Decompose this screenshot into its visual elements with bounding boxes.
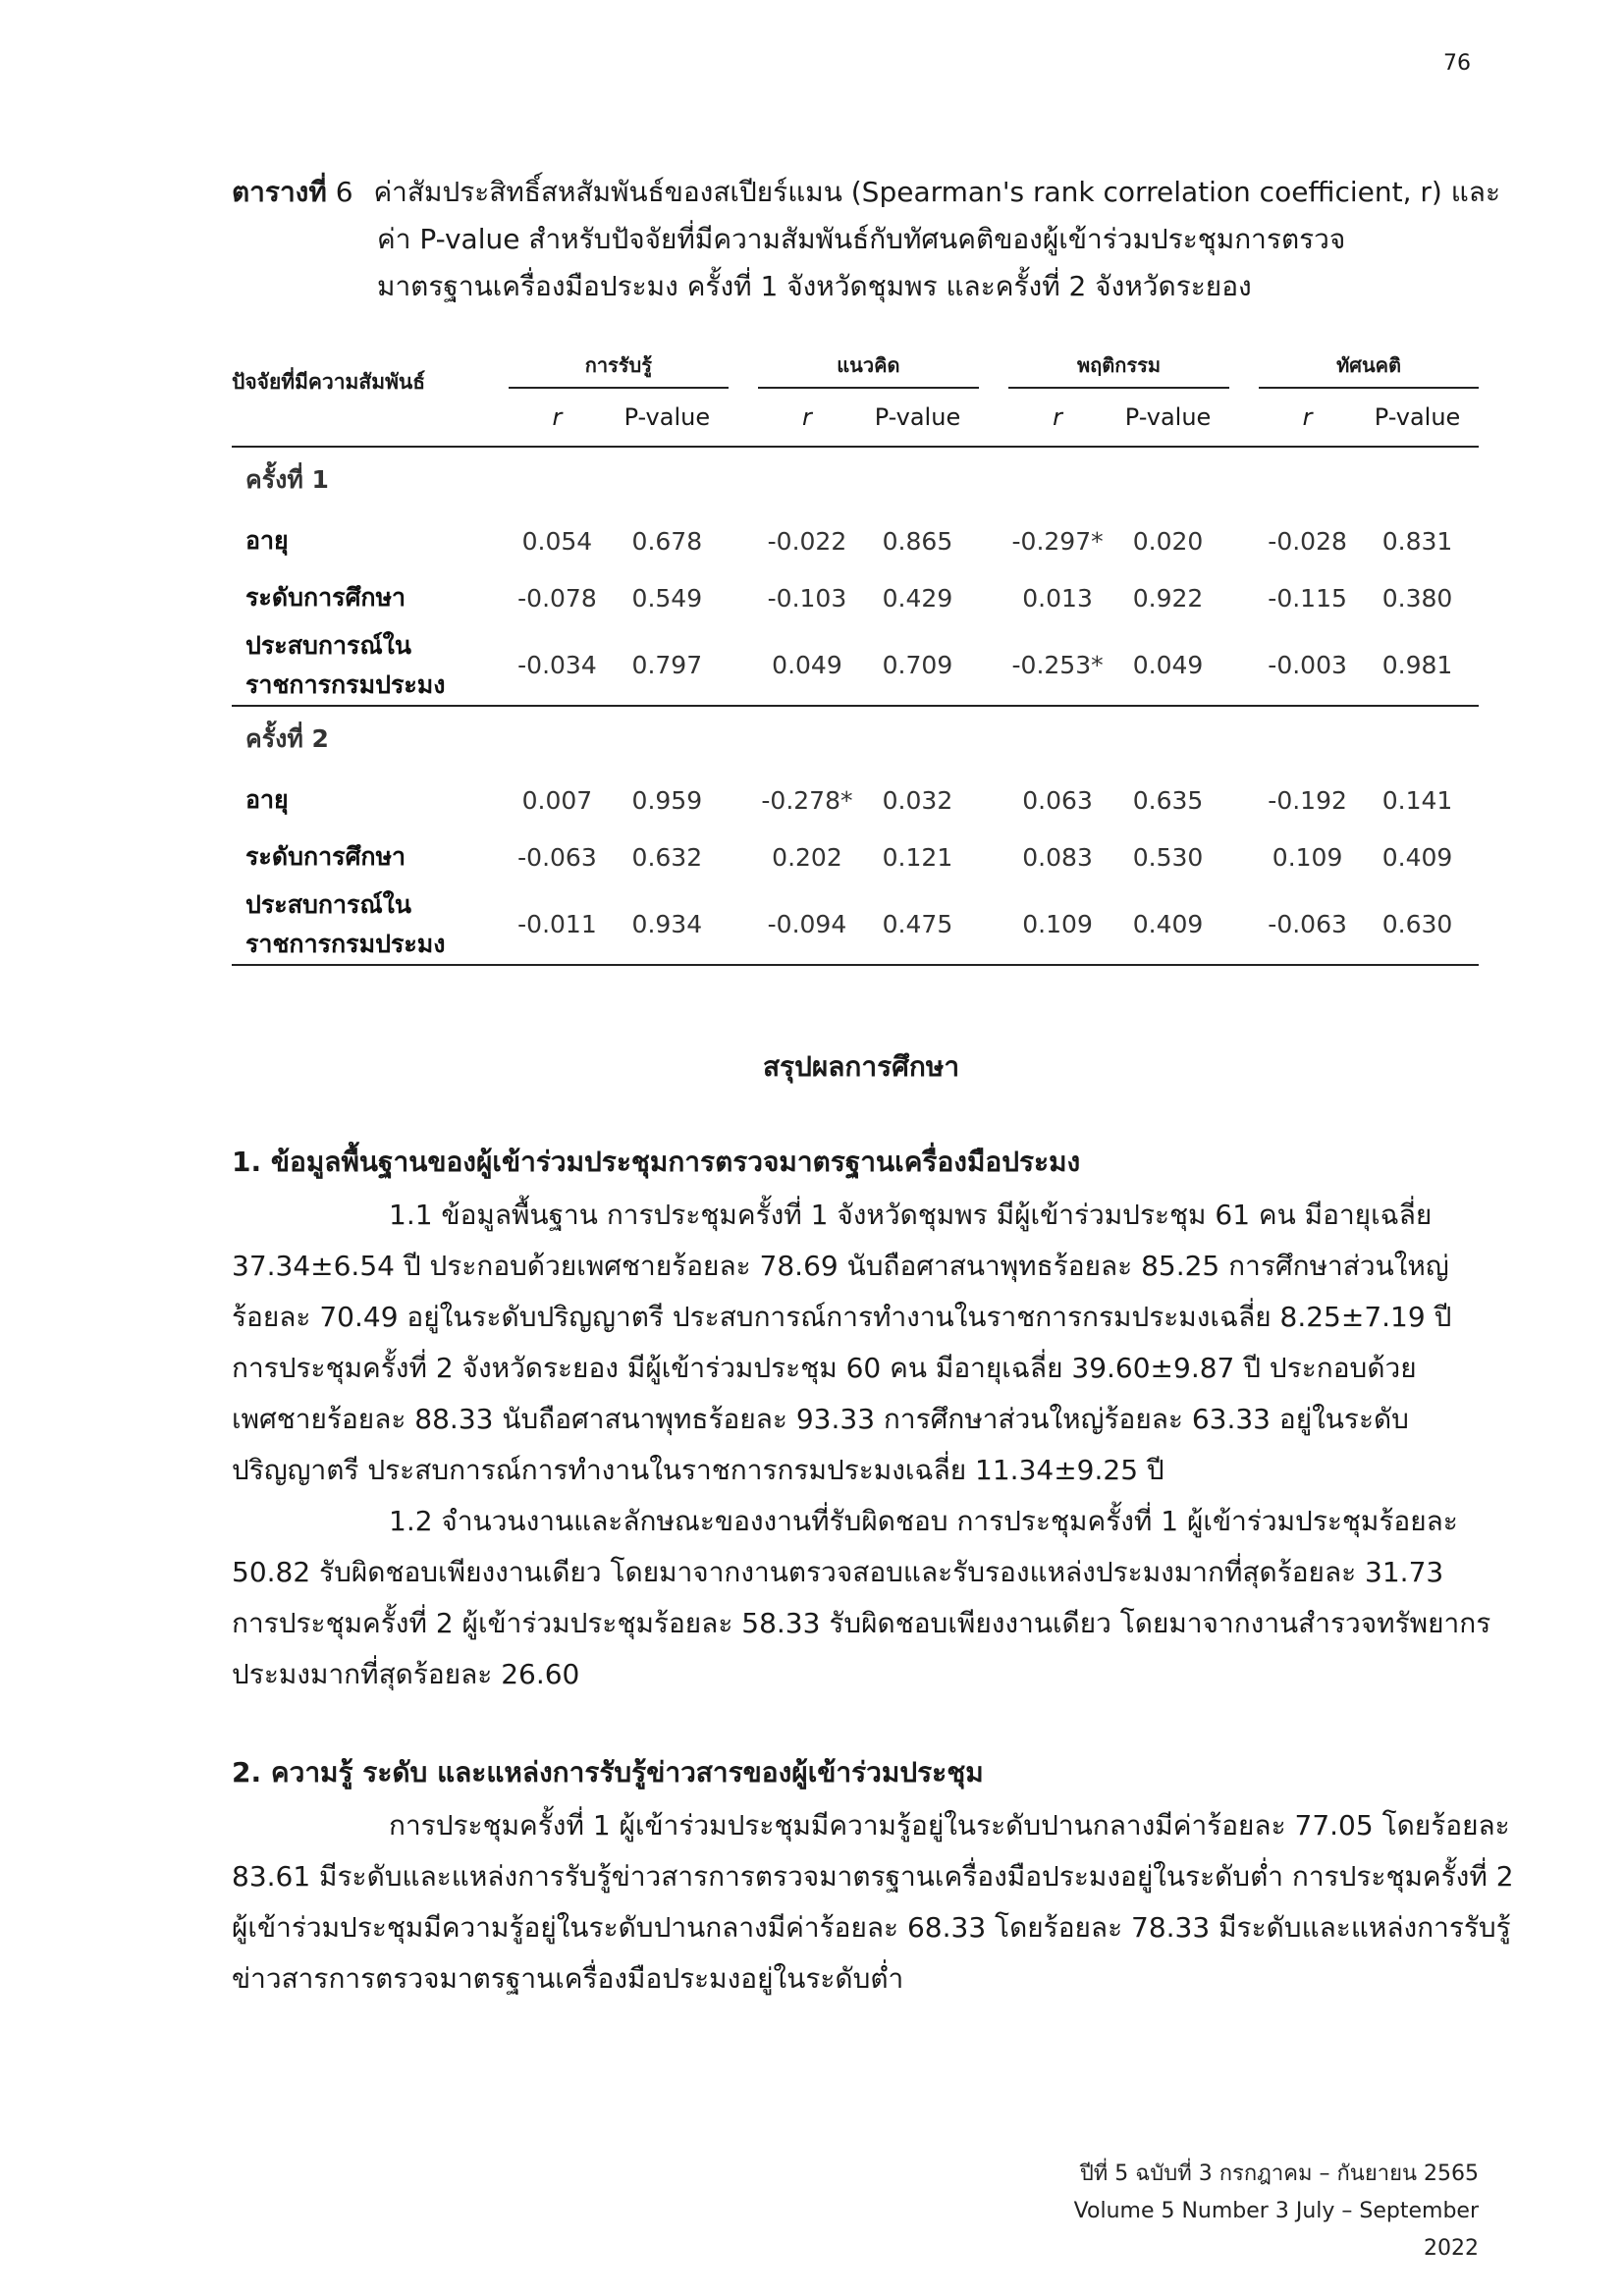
value-cell: -0.034 — [509, 626, 606, 706]
factor-line: ราชการกรมประมง — [245, 930, 446, 958]
value-cell: 0.013 — [1022, 583, 1093, 613]
value-cell: -0.022 — [767, 526, 847, 556]
value-cell: 0.032 — [882, 785, 953, 815]
sub-header-r: r — [509, 388, 606, 447]
value-cell: 0.409 — [1381, 842, 1453, 872]
text-line: 1.2 จำนวนงานและลักษณะของงานที่รับผิดชอบ การประชุมครั้งที่ 1 ผู้เข้าร่วมประชุมร้อยละ — [389, 1505, 1458, 1537]
value-cell: -0.278* — [761, 785, 853, 815]
value-cell: 0.959 — [631, 785, 703, 815]
value-cell: -0.063 — [517, 842, 597, 872]
page-number: 76 — [1443, 51, 1471, 76]
value-cell: 0.831 — [1381, 526, 1453, 556]
sub-header-r: r — [1008, 388, 1107, 447]
caption-label: ตารางที่ — [232, 176, 327, 208]
value-cell: -0.253* — [1008, 626, 1107, 706]
text-line: ปริญญาตรี ประสบการณ์การทำงานในราชการกรมประมงเฉลี่ย 11.34±9.25 ปี — [232, 1454, 1164, 1486]
factor-cell — [232, 626, 509, 706]
value-cell: -0.115 — [1268, 583, 1347, 613]
text-line: 37.34±6.54 ปี ประกอบด้วยเพศชายร้อยละ 78.69 นับถือศาสนาพุทธร้อยละ 85.25 การศึกษาส่วนใหญ่ — [232, 1250, 1449, 1282]
group-header-perception: การรับรู้ — [509, 324, 729, 388]
text-line: เพศชายร้อยละ 88.33 นับถือศาสนาพุทธร้อยละ 93.33 การศึกษาส่วนใหญ่ร้อยละ 63.33 อยู่ในระดับ — [232, 1403, 1409, 1435]
text-line: การประชุมครั้งที่ 2 ผู้เข้าร่วมประชุมร้อยละ 58.33 รับผิดชอบเพียงงานเดียว โดยมาจากงานสำรวจทรัพยากร — [232, 1607, 1491, 1639]
value-cell: 0.109 — [1008, 885, 1107, 965]
sub-header-pvalue: P-value — [606, 388, 729, 447]
value-cell: 0.083 — [1022, 842, 1093, 872]
text-line: การประชุมครั้งที่ 1 ผู้เข้าร่วมประชุมมีความรู้อยู่ในระดับปานกลางมีค่าร้อยละ 77.05 โดยร้อยละ — [389, 1809, 1510, 1842]
value-cell: 0.109 — [1272, 842, 1343, 872]
text-line: การประชุมครั้งที่ 2 จังหวัดระยอง มีผู้เข้าร่วมประชุม 60 คน มีอายุเฉลี่ย 39.60±9.87 ปี ประกอบด้วย — [232, 1352, 1417, 1384]
table-row — [232, 626, 1479, 706]
value-cell: 0.797 — [606, 626, 729, 706]
value-cell: 0.678 — [631, 526, 703, 556]
value-cell: 0.865 — [882, 526, 953, 556]
value-cell: -0.297* — [1011, 526, 1104, 556]
text-line: 83.61 มีระดับและแหล่งการรับรู้ข่าวสารการตรวจมาตรฐานเครื่องมือประมงอยู่ในระดับต่ำ การประชุมครั้งที่ 2 — [232, 1860, 1514, 1893]
value-cell: 0.049 — [1107, 626, 1229, 706]
value-cell: -0.094 — [758, 885, 856, 965]
value-cell: -0.192 — [1268, 785, 1347, 815]
round-label: ครั้งที่ 2 — [245, 724, 329, 753]
text-line: ผู้เข้าร่วมประชุมมีความรู้อยู่ในระดับปานกลางมีค่าร้อยละ 68.33 โดยร้อยละ 78.33 มีระดับและแหล่งการรับรู้ — [232, 1911, 1511, 1944]
caption-line-3: มาตรฐานเครื่องมือประมง ครั้งที่ 1 จังหวัดชุมพร และครั้งที่ 2 จังหวัดระยอง — [377, 270, 1252, 302]
value-cell: 0.635 — [1132, 785, 1204, 815]
group-header-concept: แนวคิด — [758, 324, 979, 388]
section-2-paragraph — [232, 1800, 1514, 2004]
value-cell: -0.028 — [1268, 526, 1347, 556]
value-cell: 0.429 — [882, 583, 953, 613]
value-cell: 0.475 — [856, 885, 979, 965]
value-cell: 0.530 — [1132, 842, 1204, 872]
value-cell: 0.202 — [772, 842, 842, 872]
factor-header: ปัจจัยที่มีความสัมพันธ์ — [232, 324, 509, 447]
value-cell: -0.011 — [509, 885, 606, 965]
value-cell: 0.020 — [1132, 526, 1204, 556]
factor-cell — [232, 885, 509, 965]
footer-thai: ปีที่ 5 ฉบับที่ 3 กรกฎาคม – กันยายน 2565 — [1079, 2162, 1479, 2186]
text-line: 1.1 ข้อมูลพื้นฐาน การประชุมครั้งที่ 1 จังหวัดชุมพร มีผู้เข้าร่วมประชุม 61 คน มีอายุเฉลี่ย — [389, 1199, 1433, 1231]
value-cell: 0.630 — [1356, 885, 1479, 965]
value-cell: 0.922 — [1132, 583, 1204, 613]
value-cell: 0.934 — [606, 885, 729, 965]
value-cell: -0.103 — [767, 583, 847, 613]
value-cell: -0.078 — [517, 583, 597, 613]
sub-header-r: r — [1259, 388, 1356, 447]
factor-line: ประสบการณ์ใน — [245, 890, 411, 919]
value-cell: 0.549 — [631, 583, 703, 613]
round-label: ครั้งที่ 1 — [245, 465, 329, 494]
value-cell: 0.063 — [1022, 785, 1093, 815]
section-2-heading: 2. ความรู้ ระดับ และแหล่งการรับรู้ข่าวสารของผู้เข้าร่วมประชุม — [232, 1756, 984, 1789]
value-cell: -0.003 — [1259, 626, 1356, 706]
sub-header-pvalue: P-value — [1356, 388, 1479, 447]
value-cell: 0.409 — [1107, 885, 1229, 965]
table-row — [232, 885, 1479, 965]
section-1-paragraph-1 — [232, 1190, 1479, 1496]
value-cell: 0.981 — [1356, 626, 1479, 706]
value-cell: 0.141 — [1381, 785, 1453, 815]
table-caption — [232, 169, 1500, 310]
footer-english: Volume 5 Number 3 July – September 2022 — [1073, 2199, 1479, 2261]
factor-cell: อายุ — [245, 526, 289, 555]
value-cell: 0.632 — [631, 842, 703, 872]
group-header-behavior: พฤติกรรม — [1008, 324, 1229, 388]
table-row — [232, 828, 1479, 885]
section-1-heading: 1. ข้อมูลพื้นฐานของผู้เข้าร่วมประชุมการตรวจมาตรฐานเครื่องมือประมง — [232, 1146, 1081, 1178]
sub-header-r: r — [758, 388, 856, 447]
group-header-attitude: ทัศนคติ — [1259, 324, 1479, 388]
text-line: 50.82 รับผิดชอบเพียงงานเดียว โดยมาจากงานตรวจสอบและรับรองแหล่งประมงมากที่สุดร้อยละ 31.73 — [232, 1556, 1444, 1588]
table-row — [232, 512, 1479, 569]
factor-line: ราชการกรมประมง — [245, 670, 446, 699]
value-cell: 0.054 — [521, 526, 593, 556]
value-cell: -0.063 — [1259, 885, 1356, 965]
value-cell: 0.049 — [758, 626, 856, 706]
section-title: สรุปผลการศึกษา — [762, 1050, 960, 1083]
value-cell: 0.007 — [521, 785, 593, 815]
page-footer — [1041, 2156, 1479, 2268]
table-row — [232, 772, 1479, 828]
text-line: ประมงมากที่สุดร้อยละ 26.60 — [232, 1658, 580, 1690]
text-line: ข่าวสารการตรวจมาตรฐานเครื่องมือประมงอยู่ในระดับต่ำ — [232, 1962, 904, 1995]
correlation-table — [232, 324, 1479, 966]
sub-header-pvalue: P-value — [1107, 388, 1229, 447]
factor-cell: ระดับการศึกษา — [245, 583, 406, 612]
value-cell: 0.121 — [882, 842, 953, 872]
value-cell: 0.380 — [1381, 583, 1453, 613]
factor-cell: อายุ — [245, 785, 289, 814]
factor-cell: ระดับการศึกษา — [245, 842, 406, 871]
caption-line-2: ค่า P-value สำหรับปัจจัยที่มีความสัมพันธ์กับทัศนคติของผู้เข้าร่วมประชุมการตรวจ — [377, 223, 1346, 255]
caption-line-1: ค่าสัมประสิทธิ์สหสัมพันธ์ของสเปียร์แมน (Spearman's rank correlation coefficient, r) และ — [373, 176, 1500, 208]
text-line: ร้อยละ 70.49 อยู่ในระดับปริญญาตรี ประสบการณ์การทำงานในราชการกรมประมงเฉลี่ย 8.25±7.19 ปี — [232, 1301, 1452, 1333]
section-1-paragraph-2 — [232, 1496, 1491, 1700]
sub-header-pvalue: P-value — [856, 388, 979, 447]
value-cell: 0.709 — [856, 626, 979, 706]
table-row — [232, 569, 1479, 626]
caption-number: 6 — [335, 176, 353, 208]
factor-line: ประสบการณ์ใน — [245, 631, 411, 660]
